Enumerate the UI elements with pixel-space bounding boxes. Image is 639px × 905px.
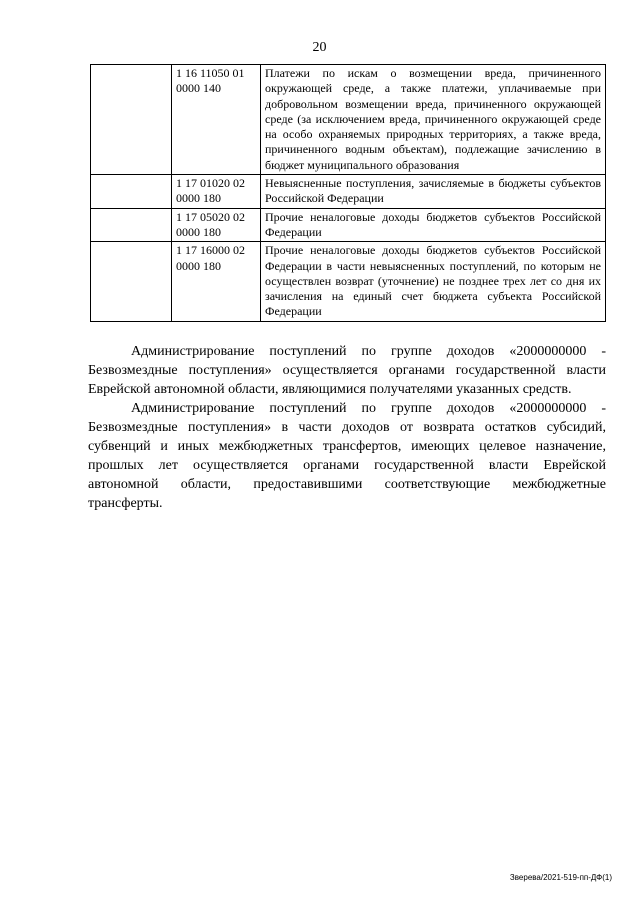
table-cell-empty [91, 175, 172, 209]
document-reference: Зверева/2021-519-пп-ДФ(1) [509, 873, 612, 882]
revenue-table [90, 64, 606, 322]
table-row [91, 65, 606, 175]
revenue-description: Платежи по искам о возмещении вреда, причиненного окружающей среде, а также платежи, уплачиваемые при добровольном возмещении вреда, причиненного окружающей среде (за исключением вреда, причиненного окружающей среде на особо охраняемых природных территориях, а также вреда, причиненного водным объектам), подлежащие зачислению в бюджет муниципального образования [261, 65, 606, 175]
revenue-code: 1 17 05020 02 0000 180 [172, 208, 261, 242]
revenue-code: 1 17 16000 02 0000 180 [172, 242, 261, 321]
page-number: 20 [312, 40, 327, 55]
revenue-code: 1 17 01020 02 0000 180 [172, 175, 261, 209]
table-row [91, 242, 606, 321]
table-cell-empty [91, 208, 172, 242]
body-text [88, 342, 606, 513]
table-cell-empty [91, 242, 172, 321]
table-row [91, 175, 606, 209]
revenue-description: Прочие неналоговые доходы бюджетов субъектов Российской Федерации [261, 208, 606, 242]
table-cell-empty [91, 65, 172, 175]
revenue-code: 1 16 11050 01 0000 140 [172, 65, 261, 175]
table-row [91, 208, 606, 242]
revenue-description: Невыясненные поступления, зачисляемые в бюджеты субъектов Российской Федерации [261, 175, 606, 209]
paragraph: Администрирование поступлений по группе доходов «2000000000 - Безвозмездные поступления» осуществляется органами государственной власти Еврейской автономной области, являющимися получателями указанных средств. [88, 344, 606, 397]
revenue-description: Прочие неналоговые доходы бюджетов субъектов Российской Федерации в части невыясненных поступлений, по которым не осуществлен возврат (уточнение) не позднее трех лет со дня их зачисления на единый счет бюджета субъекта Российской Федерации [261, 242, 606, 321]
paragraph: Администрирование поступлений по группе доходов «2000000000 - Безвозмездные поступления» в части доходов от возврата остатков субсидий, субвенций и иных межбюджетных трансфертов, имеющих целевое назначение, прошлых лет осуществляется органами государственной власти Еврейской автономной области, предоставившими соответствующие межбюджетные трансферты. [88, 401, 606, 511]
